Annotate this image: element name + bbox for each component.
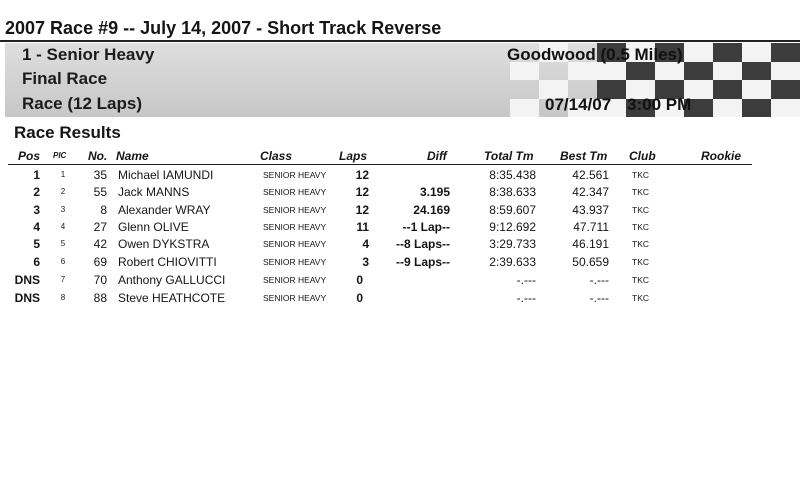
flag-square	[510, 99, 539, 118]
cell-pos: 4	[33, 220, 40, 234]
flag-square	[742, 99, 771, 118]
cell-best-time: 46.191	[572, 237, 609, 251]
cell-class: SENIOR HEAVY	[263, 257, 327, 267]
flag-square	[713, 80, 742, 99]
title-divider	[0, 40, 800, 42]
flag-square	[742, 43, 771, 62]
cell-laps: 12	[355, 203, 369, 217]
flag-square	[510, 80, 539, 99]
banner-race-type: Final Race	[22, 69, 108, 88]
flag-square	[771, 62, 800, 81]
cell-club: TKC	[632, 170, 649, 180]
col-header-class: Class	[260, 149, 293, 163]
cell-pic: 7	[60, 275, 66, 284]
table-row	[0, 218, 800, 236]
cell-number: 42	[93, 237, 107, 251]
cell-total-time: 2:39.633	[489, 255, 536, 269]
cell-total-time: 8:59.607	[489, 203, 536, 217]
cell-class: SENIOR HEAVY	[263, 222, 327, 232]
report-title-bar	[0, 16, 800, 40]
cell-class: SENIOR HEAVY	[263, 239, 327, 249]
cell-driver-name: Glenn OLIVE	[118, 220, 189, 234]
table-row	[0, 289, 800, 307]
col-header-no: No.	[88, 149, 108, 163]
table-row	[0, 201, 800, 219]
cell-number: 35	[93, 168, 107, 182]
cell-club: TKC	[632, 239, 649, 249]
col-header-club: Club	[629, 149, 656, 163]
banner-class-label: 1 - Senior Heavy	[22, 45, 155, 64]
cell-pic: 1	[60, 170, 66, 179]
cell-pic: 3	[60, 205, 66, 214]
cell-pos: 3	[33, 203, 40, 217]
results-heading: Race Results	[14, 123, 121, 142]
col-header-pic: PIC	[53, 151, 67, 160]
flag-square	[771, 80, 800, 99]
cell-total-time: 3:29.733	[489, 237, 536, 251]
col-header-best: Best Tm	[560, 149, 608, 163]
cell-pic: 4	[60, 222, 66, 231]
cell-total-time: -.---	[516, 291, 536, 305]
cell-diff: --1 Lap--	[402, 220, 450, 234]
cell-class: SENIOR HEAVY	[263, 275, 327, 285]
cell-class: SENIOR HEAVY	[263, 187, 327, 197]
cell-club: TKC	[632, 275, 649, 285]
cell-best-time: 42.347	[572, 185, 609, 199]
flag-square	[713, 43, 742, 62]
flag-square	[713, 62, 742, 81]
flag-square	[771, 43, 800, 62]
flag-square	[742, 80, 771, 99]
cell-club: TKC	[632, 222, 649, 232]
col-header-diff: Diff	[427, 149, 447, 163]
banner-time: 3:00 PM	[627, 95, 692, 114]
cell-laps: 0	[356, 291, 363, 305]
col-header-pos: Pos	[18, 149, 41, 163]
cell-driver-name: Owen DYKSTRA	[118, 237, 210, 251]
cell-pos: 1	[33, 168, 40, 182]
cell-number: 55	[93, 185, 107, 199]
cell-pos: 5	[33, 237, 40, 251]
cell-best-time: 50.659	[572, 255, 609, 269]
cell-best-time: 43.937	[572, 203, 609, 217]
cell-pic: 2	[60, 187, 66, 196]
cell-laps: 4	[362, 237, 369, 251]
col-header-name: Name	[116, 149, 149, 163]
cell-pos: DNS	[14, 291, 40, 305]
cell-driver-name: Anthony GALLUCCI	[118, 273, 226, 287]
cell-pos: DNS	[14, 273, 40, 287]
table-row	[0, 235, 800, 253]
cell-number: 70	[93, 273, 107, 287]
cell-pic: 8	[60, 293, 66, 302]
flag-square	[684, 43, 713, 62]
cell-club: TKC	[632, 187, 649, 197]
cell-best-time: -.---	[589, 291, 609, 305]
cell-pos: 6	[33, 255, 40, 269]
cell-diff: 24.169	[413, 203, 450, 217]
cell-class: SENIOR HEAVY	[263, 293, 327, 303]
cell-driver-name: Jack MANNS	[118, 185, 190, 199]
cell-number: 8	[100, 203, 107, 217]
cell-laps: 12	[355, 185, 369, 199]
cell-pic: 5	[60, 239, 66, 248]
cell-total-time: 8:38.633	[489, 185, 536, 199]
col-header-rookie: Rookie	[701, 149, 742, 163]
cell-number: 88	[93, 291, 107, 305]
cell-driver-name: Michael IAMUNDI	[118, 168, 214, 182]
cell-best-time: -.---	[589, 273, 609, 287]
cell-diff: --8 Laps--	[396, 237, 450, 251]
cell-diff: 3.195	[419, 185, 450, 199]
cell-driver-name: Robert CHIOVITTI	[118, 255, 217, 269]
cell-best-time: 47.711	[573, 220, 609, 234]
table-row	[0, 271, 800, 289]
cell-laps: 12	[355, 168, 369, 182]
cell-laps: 0	[356, 273, 363, 287]
flag-square	[684, 62, 713, 81]
cell-laps: 11	[356, 220, 369, 234]
flag-square	[713, 99, 742, 118]
cell-pos: 2	[33, 185, 40, 199]
cell-class: SENIOR HEAVY	[263, 205, 327, 215]
cell-club: TKC	[632, 257, 649, 267]
cell-total-time: -.---	[516, 273, 536, 287]
header-divider	[8, 164, 752, 165]
flag-square	[742, 62, 771, 81]
table-row	[0, 183, 800, 201]
col-header-total: Total Tm	[484, 149, 534, 163]
cell-total-time: 8:35.438	[489, 168, 536, 182]
cell-number: 27	[93, 220, 107, 234]
col-header-laps: Laps	[339, 149, 368, 163]
cell-best-time: 42.561	[572, 168, 609, 182]
flag-square	[771, 99, 800, 118]
table-row	[0, 253, 800, 271]
table-row	[0, 166, 800, 184]
cell-club: TKC	[632, 205, 649, 215]
cell-driver-name: Steve HEATHCOTE	[118, 291, 226, 305]
cell-number: 69	[93, 255, 107, 269]
report-title: 2007 Race #9 -- July 14, 2007 - Short Track Reverse	[5, 18, 442, 38]
cell-driver-name: Alexander WRAY	[118, 203, 211, 217]
cell-club: TKC	[632, 293, 649, 303]
cell-total-time: 9:12.692	[489, 220, 536, 234]
banner-race-laps: Race (12 Laps)	[22, 94, 142, 113]
banner-venue: Goodwood (0.5 Miles)	[507, 45, 683, 64]
cell-class: SENIOR HEAVY	[263, 170, 327, 180]
cell-diff: --9 Laps--	[396, 255, 450, 269]
cell-laps: 3	[362, 255, 369, 269]
cell-pic: 6	[60, 257, 66, 266]
banner-date: 07/14/07	[545, 95, 612, 114]
